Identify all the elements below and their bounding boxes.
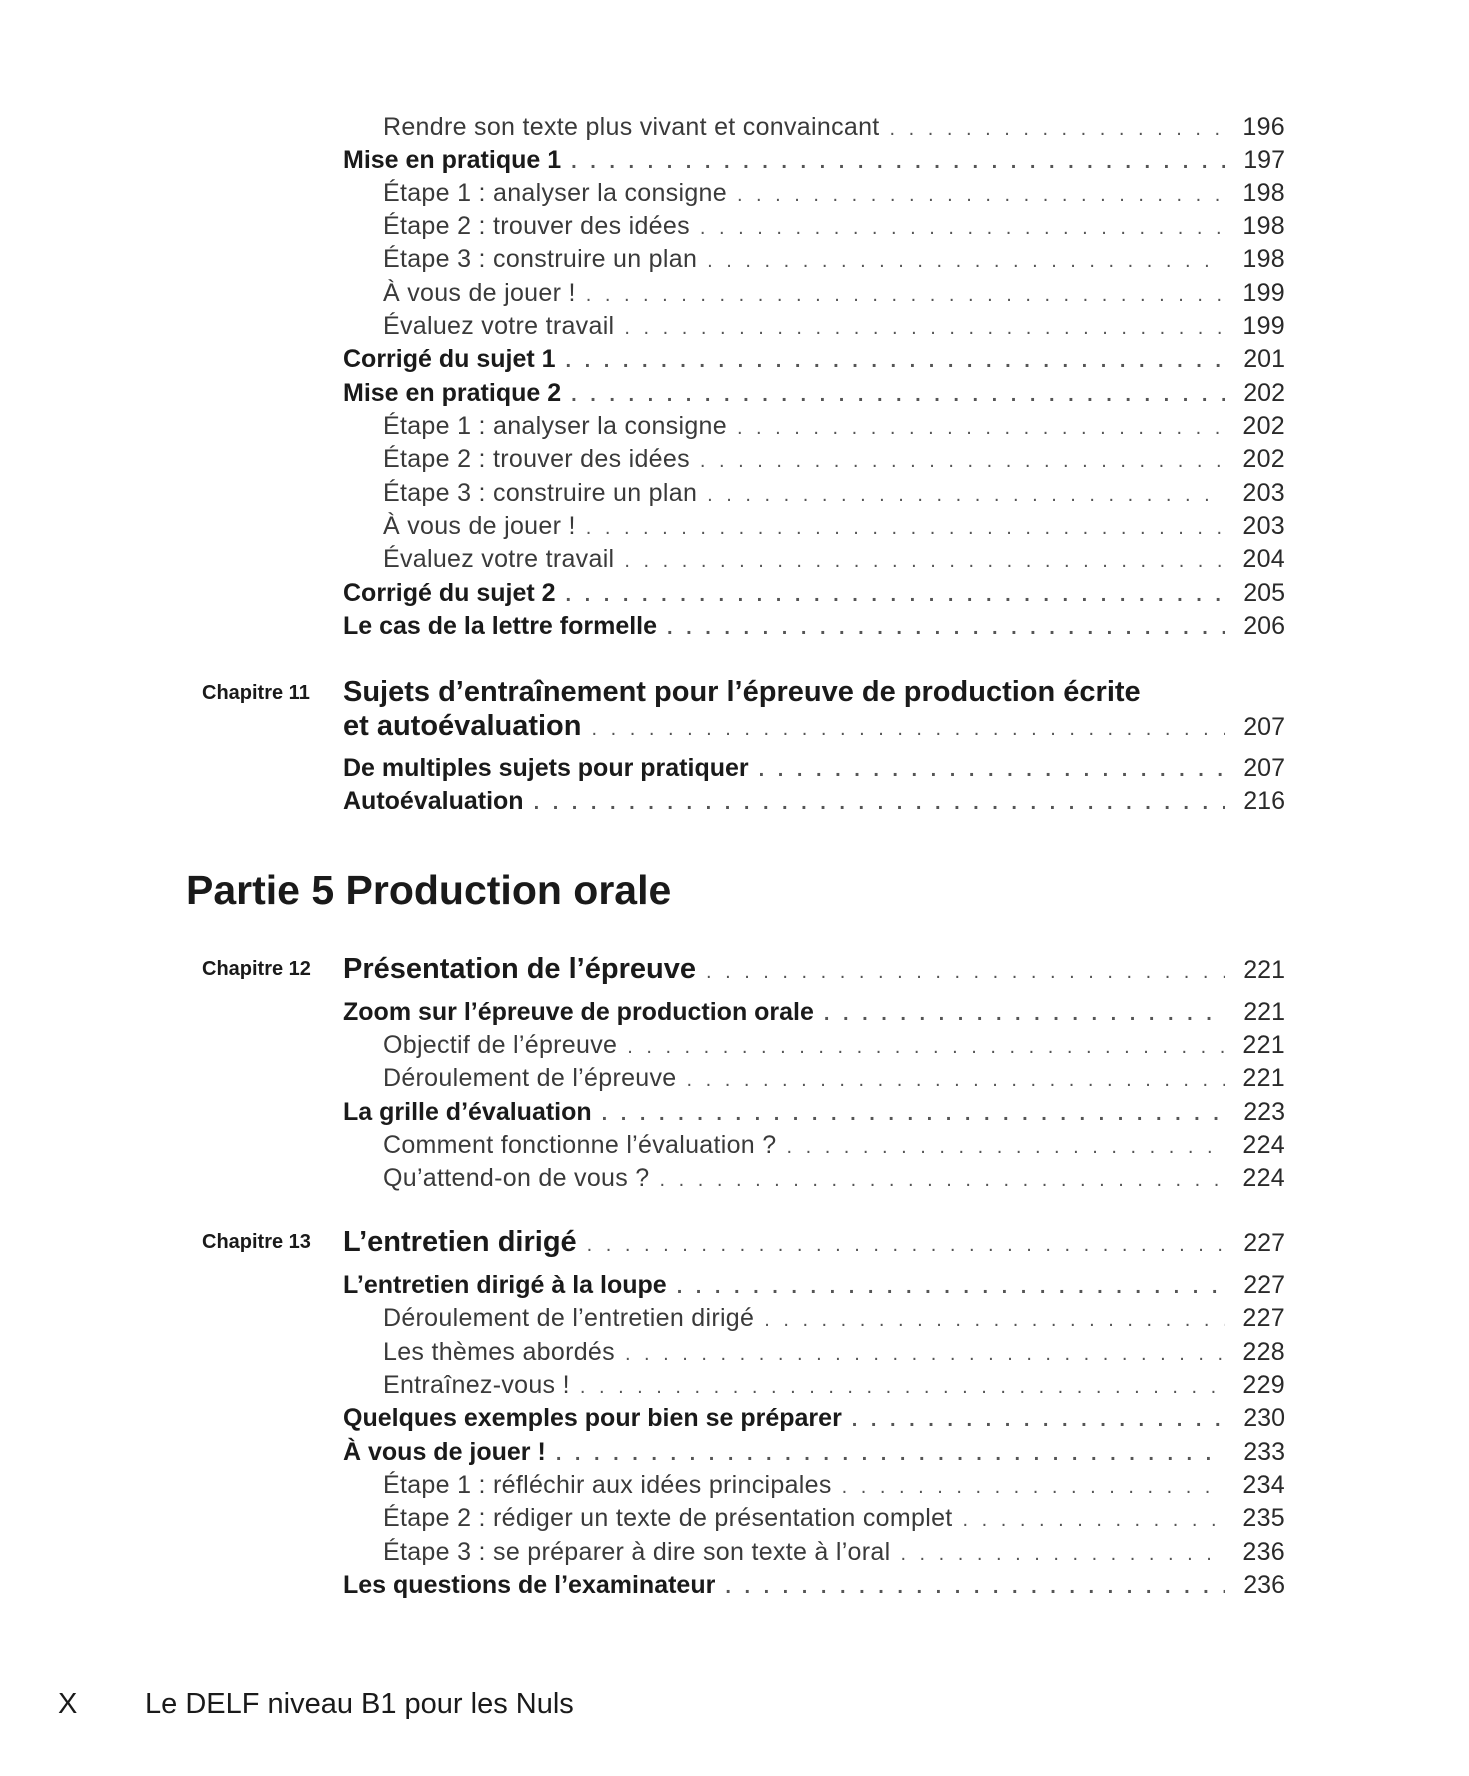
leader-dots — [660, 1163, 1226, 1197]
toc-entry[interactable]: Étape 2 : trouver des idées . . . 198 — [383, 209, 1285, 243]
leader-dots — [700, 444, 1225, 478]
leader-dots — [786, 1130, 1225, 1164]
toc-section[interactable]: Mise en pratique 2 . . . 202 — [343, 376, 1285, 410]
leader-dots — [890, 112, 1225, 146]
leader-dots — [566, 344, 1225, 378]
leader-dots — [963, 1503, 1225, 1537]
toc-section[interactable]: Corrigé du sujet 2 . . . 205 — [343, 576, 1285, 610]
toc-entry[interactable]: Déroulement de l’épreuve . . . 221 — [383, 1061, 1285, 1095]
toc-section[interactable]: Autoévaluation . . . 216 — [343, 784, 1285, 818]
leader-dots — [667, 611, 1225, 645]
toc-entry[interactable]: Rendre son texte plus vivant et convaincant . . . 196 — [383, 110, 1285, 144]
leader-dots — [627, 1030, 1225, 1064]
leader-dots — [556, 1437, 1225, 1471]
chapter-title-row[interactable]: et autoévaluation . . . 207 — [343, 706, 1285, 746]
chapter-title-row[interactable]: Présentation de l’épreuve . . . 221 — [343, 949, 1285, 989]
leader-dots — [534, 786, 1225, 820]
leader-dots — [586, 278, 1225, 312]
toc-entry[interactable]: Entraînez-vous ! . . . 229 — [383, 1368, 1285, 1402]
leader-dots — [624, 544, 1225, 578]
toc-entry[interactable]: Évaluez votre travail . . . 204 — [383, 542, 1285, 576]
leader-dots — [725, 1570, 1225, 1604]
leader-dots — [737, 411, 1225, 445]
leader-dots — [707, 478, 1225, 512]
toc-section[interactable]: Les questions de l’examinateur . . . 236 — [343, 1568, 1285, 1602]
leader-dots — [824, 997, 1225, 1031]
chapter-title-row[interactable]: L’entretien dirigé . . . 227 — [343, 1222, 1285, 1262]
toc-entry[interactable]: Déroulement de l’entretien dirigé . . . 227 — [383, 1301, 1285, 1335]
toc-entry[interactable]: Étape 1 : analyser la consigne . . . 198 — [383, 176, 1285, 210]
toc-section[interactable]: Corrigé du sujet 1 . . . 201 — [343, 342, 1285, 376]
leader-dots — [764, 1303, 1225, 1337]
toc-entry[interactable]: À vous de jouer ! . . . 203 — [383, 509, 1285, 543]
toc-entry[interactable]: Qu’attend-on de vous ? . . . 224 — [383, 1161, 1285, 1195]
leader-dots — [592, 709, 1226, 749]
leader-dots — [580, 1370, 1225, 1404]
leader-dots — [586, 511, 1225, 545]
leader-dots — [852, 1403, 1225, 1437]
leader-dots — [700, 211, 1225, 245]
leader-dots — [571, 145, 1225, 179]
chapter-label: Chapitre 11 — [202, 682, 310, 704]
toc-section[interactable]: Quelques exemples pour bien se préparer . . . 230 — [343, 1401, 1285, 1435]
part-title: Partie 5 Production orale — [186, 867, 672, 913]
toc-section[interactable]: Zoom sur l’épreuve de production orale . . . 221 — [343, 995, 1285, 1029]
leader-dots — [759, 753, 1225, 787]
toc-section[interactable]: Le cas de la lettre formelle . . . 206 — [343, 609, 1285, 643]
footer-page-number: X — [58, 1688, 78, 1720]
toc-entry[interactable]: Étape 2 : rédiger un texte de présentation complet . . . 235 — [383, 1501, 1285, 1535]
toc-section[interactable]: L’entretien dirigé à la loupe . . . 227 — [343, 1268, 1285, 1302]
toc-entry[interactable]: Étape 1 : analyser la consigne . . . 202 — [383, 409, 1285, 443]
leader-dots — [566, 578, 1225, 612]
toc-entry[interactable]: Étape 3 : construire un plan . . . 203 — [383, 476, 1285, 510]
toc-entry[interactable]: Comment fonctionne l’évaluation ? . . . 224 — [383, 1128, 1285, 1162]
toc-section[interactable]: À vous de jouer ! . . . 233 — [343, 1435, 1285, 1469]
toc-entry[interactable]: Étape 1 : réfléchir aux idées principales . . . 234 — [383, 1468, 1285, 1502]
leader-dots — [842, 1470, 1225, 1504]
leader-dots — [737, 178, 1225, 212]
leader-dots — [707, 244, 1225, 278]
leader-dots — [625, 1337, 1225, 1371]
toc-entry[interactable]: À vous de jouer ! . . . 199 — [383, 276, 1285, 310]
toc-entry[interactable]: Les thèmes abordés . . . 228 — [383, 1335, 1285, 1369]
toc-section[interactable]: Mise en pratique 1 . . . 197 — [343, 143, 1285, 177]
leader-dots — [686, 1063, 1225, 1097]
chapter-label: Chapitre 13 — [202, 1231, 311, 1253]
leader-dots — [900, 1537, 1225, 1571]
toc-entry[interactable]: Objectif de l’épreuve . . . 221 — [383, 1028, 1285, 1062]
leader-dots — [624, 311, 1225, 345]
toc-entry[interactable]: Étape 3 : construire un plan . . . 198 — [383, 242, 1285, 276]
chapter-title[interactable]: Sujets d’entraînement pour l’épreuve de production écrite — [343, 676, 1141, 708]
leader-dots — [706, 952, 1225, 992]
leader-dots — [677, 1270, 1225, 1304]
toc-entry[interactable]: Étape 2 : trouver des idées . . . 202 — [383, 442, 1285, 476]
leader-dots — [571, 378, 1225, 412]
leader-dots — [587, 1225, 1225, 1265]
toc-entry[interactable]: Évaluez votre travail . . . 199 — [383, 309, 1285, 343]
chapter-label: Chapitre 12 — [202, 958, 311, 980]
footer-book-title: Le DELF niveau B1 pour les Nuls — [145, 1688, 574, 1720]
toc-section[interactable]: De multiples sujets pour pratiquer . . . 207 — [343, 751, 1285, 785]
toc-entry[interactable]: Étape 3 : se préparer à dire son texte à l’oral . . . 236 — [383, 1535, 1285, 1569]
leader-dots — [602, 1097, 1225, 1131]
toc-section[interactable]: La grille d’évaluation . . . 223 — [343, 1095, 1285, 1129]
